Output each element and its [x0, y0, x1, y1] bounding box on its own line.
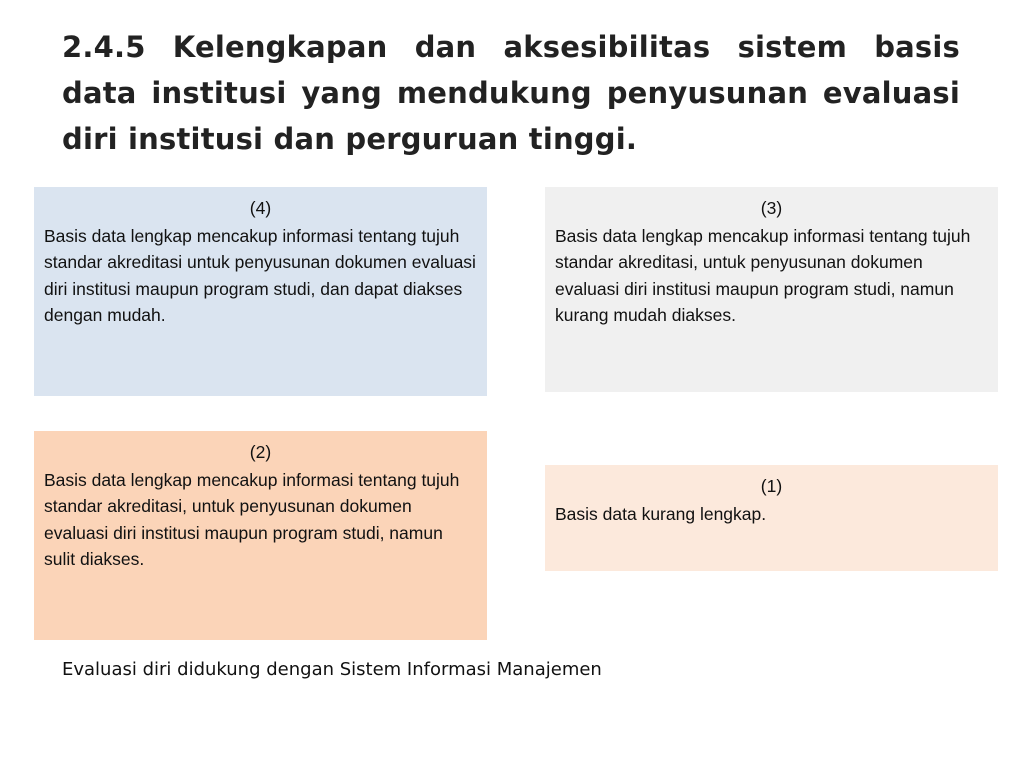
score-description-1: Basis data kurang lengkap. [555, 503, 767, 524]
score-description-2: Basis data lengkap mencakup informasi tentang tujuh standar akreditasi, untuk penyusunan dokumen evaluasi diri institusi maupun program studi, namun sulit diakses. [44, 469, 460, 569]
score-label-1: (1) [760, 476, 783, 496]
score-box-1 [545, 465, 998, 571]
score-description-3: Basis data lengkap mencakup informasi tentang tujuh standar akreditasi, untuk penyusunan dokumen evaluasi diri institusi maupun program studi, namun kurang mudah diakses. [555, 225, 971, 325]
footnote: Evaluasi diri didukung dengan Sistem Informasi Manajemen [62, 659, 602, 680]
score-label-2: (2) [249, 442, 272, 462]
score-box-3 [545, 187, 998, 392]
score-label-3: (3) [760, 198, 783, 218]
score-label-4: (4) [249, 198, 272, 218]
score-box-2 [34, 431, 487, 640]
score-box-4 [34, 187, 487, 396]
score-description-4: Basis data lengkap mencakup informasi tentang tujuh standar akreditasi untuk penyusunan dokumen evaluasi diri institusi maupun program studi, dan dapat diakses dengan mudah. [44, 225, 476, 325]
slide-title: 2.4.5 Kelengkapan dan aksesibilitas sistem basis data institusi yang mendukung penyusunan evaluasi diri institusi dan perguruan tinggi. [62, 30, 960, 156]
